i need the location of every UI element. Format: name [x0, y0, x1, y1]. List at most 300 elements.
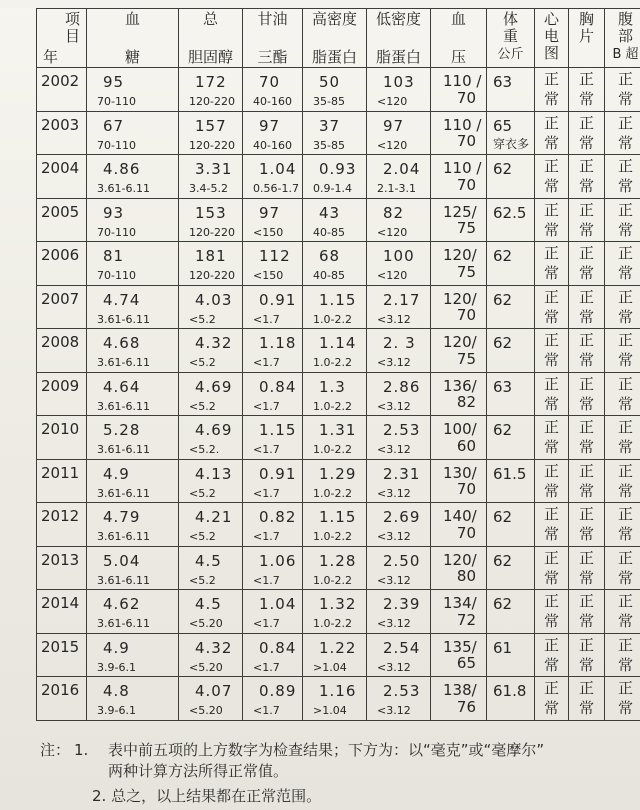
cholesterol-range: <5.2: [189, 356, 216, 369]
cholesterol-cell: [179, 633, 243, 677]
triglyceride-cell: [243, 677, 303, 721]
ecg-result-char2: 常: [543, 351, 559, 370]
chest-xray-result-char2: 常: [578, 220, 594, 239]
chest-xray-result-char2: 常: [578, 307, 594, 326]
chest-xray-result-char2: 常: [578, 481, 594, 500]
triglyceride-cell: [243, 633, 303, 677]
blood-sugar-value: 67: [103, 116, 125, 135]
cholesterol-value: 172: [195, 73, 227, 91]
blood-sugar-range: 3.9-6.1: [97, 660, 136, 674]
triglyceride-value: 0.89: [259, 682, 297, 700]
systolic-value: 120/: [443, 246, 477, 264]
hdl-range: 1.0-2.2: [313, 573, 352, 587]
ldl-value: 100: [383, 247, 415, 265]
ecg-result-char2: 常: [543, 699, 559, 718]
ldl-cell: [367, 416, 431, 460]
chest-xray-result-char1: 正: [578, 113, 594, 132]
weight-note: 穿衣多: [493, 136, 530, 151]
year-cell: 2011: [37, 459, 87, 503]
ldl-value: 2.17: [383, 290, 421, 309]
ldl-value: 2.39: [383, 595, 421, 613]
ecg-result-char2: 常: [543, 307, 559, 326]
chest-xray-result-char1: 正: [578, 200, 594, 219]
cholesterol-cell: [179, 546, 243, 590]
blood-sugar-range: 3.61-6.11: [97, 312, 150, 326]
blood-pressure-cell: [431, 198, 487, 242]
blood-sugar-cell: [87, 546, 179, 590]
blood-sugar-value: 4.86: [103, 160, 141, 178]
triglyceride-cell: [243, 416, 303, 460]
chest-xray-result-char1: 正: [578, 592, 594, 611]
abdominal-ultrasound-result-char1: 正: [617, 679, 633, 698]
abdominal-ultrasound-result-char1: 正: [617, 331, 633, 350]
ecg-cell: [535, 155, 569, 199]
cholesterol-value: 4.32: [195, 638, 233, 657]
table-row: [37, 111, 640, 155]
cholesterol-range: 120-220: [189, 225, 235, 239]
blood-pressure-cell: [431, 329, 487, 373]
ecg-result-char2: 常: [543, 177, 559, 196]
blood-sugar-range: 3.61-6.11: [97, 573, 150, 587]
blood-sugar-value: 4.62: [103, 595, 141, 613]
blood-sugar-value: 4.8: [103, 682, 130, 700]
abdominal-ultrasound-cell: [605, 198, 640, 242]
hdl-value: 1.31: [319, 421, 357, 439]
triglyceride-value: 0.82: [259, 508, 297, 526]
hdl-value: 43: [319, 203, 341, 222]
blood-pressure-cell: [431, 546, 487, 590]
cholesterol-range: <5.20: [189, 617, 223, 630]
blood-sugar-cell: [87, 416, 179, 460]
cholesterol-cell: [179, 242, 243, 286]
chest-xray-result-char2: 常: [578, 612, 594, 631]
diastolic-value: 70: [456, 175, 476, 194]
ldl-cell: [367, 68, 431, 112]
year-cell: 2005: [37, 198, 87, 242]
weight-cell: [487, 198, 535, 242]
blood-sugar-cell: [87, 503, 179, 547]
ldl-range: <120: [377, 95, 408, 108]
ecg-result-char1: 正: [543, 244, 559, 263]
blood-sugar-range: 70-110: [97, 95, 136, 108]
health-checkup-table: [36, 8, 640, 721]
ldl-value: 103: [383, 73, 415, 91]
ecg-result-char1: 正: [543, 113, 559, 132]
ecg-result-char1: 正: [543, 418, 559, 437]
abdominal-ultrasound-result-char1: 正: [617, 418, 633, 437]
triglyceride-range: <1.7: [253, 573, 280, 587]
ecg-result-char2: 常: [543, 133, 559, 152]
cholesterol-value: 3.31: [195, 160, 233, 178]
triglyceride-cell: [243, 285, 303, 329]
hdl-cell: [303, 111, 367, 155]
weight-value: 62: [493, 421, 513, 439]
table-row: [37, 677, 640, 721]
blood-sugar-range: 3.61-6.11: [97, 443, 150, 456]
footnotes: [40, 740, 630, 807]
abdominal-ultrasound-result-char2: 常: [617, 264, 633, 283]
weight-cell: [487, 111, 535, 155]
cholesterol-value: 4.07: [195, 682, 233, 700]
chest-xray-result-char1: 正: [578, 461, 594, 480]
blood-pressure-cell: [431, 459, 487, 503]
weight-value: 63: [493, 377, 513, 396]
ldl-value: 97: [383, 116, 405, 135]
weight-value: 61.8: [493, 682, 527, 700]
ecg-result-char1: 正: [543, 157, 559, 176]
ldl-value: 2.50: [383, 551, 421, 570]
blood-sugar-value: 4.9: [103, 464, 130, 483]
abdominal-ultrasound-result-char1: 正: [617, 548, 633, 567]
abdominal-ultrasound-result-char2: 常: [617, 655, 633, 674]
abdominal-ultrasound-cell: [605, 633, 640, 677]
hdl-range: 0.9-1.4: [313, 182, 352, 195]
triglyceride-cell: [243, 503, 303, 547]
ldl-value: 2.86: [383, 377, 421, 396]
ecg-result-char2: 常: [543, 438, 559, 457]
weight-cell: [487, 242, 535, 286]
weight-value: 62: [493, 160, 513, 178]
weight-cell: [487, 546, 535, 590]
cholesterol-value: 4.03: [195, 290, 233, 309]
hdl-value: 1.32: [319, 595, 357, 613]
ldl-value: 82: [383, 203, 405, 222]
cholesterol-cell: [179, 198, 243, 242]
diastolic-value: 60: [456, 436, 476, 455]
blood-sugar-range: 70-110: [97, 138, 136, 152]
ecg-result-char2: 常: [543, 525, 559, 544]
ldl-range: 2.1-3.1: [377, 182, 416, 195]
cholesterol-value: 153: [195, 203, 227, 222]
hdl-cell: [303, 329, 367, 373]
abdominal-ultrasound-result-char2: 常: [617, 394, 633, 413]
year-cell: 2006: [37, 242, 87, 286]
chest-xray-result-char1: 正: [578, 331, 594, 350]
table-row: [37, 459, 640, 503]
abdominal-ultrasound-cell: [605, 242, 640, 286]
ecg-result-char2: 常: [543, 612, 559, 631]
ecg-result-char1: 正: [543, 592, 559, 611]
cholesterol-value: 4.5: [195, 595, 222, 613]
abdominal-ultrasound-result-char1: 正: [617, 200, 633, 219]
systolic-value: 130/: [443, 463, 477, 482]
abdominal-ultrasound-cell: [605, 155, 640, 199]
ecg-cell: [535, 242, 569, 286]
blood-sugar-range: 70-110: [97, 269, 136, 282]
triglyceride-range: <1.7: [253, 530, 280, 543]
diastolic-value: 76: [456, 697, 476, 716]
hdl-range: 35-85: [313, 95, 345, 108]
abdominal-ultrasound-cell: [605, 546, 640, 590]
ldl-cell: [367, 155, 431, 199]
chest-xray-result-char1: 正: [578, 635, 594, 654]
systolic-value: 110 /: [443, 115, 482, 134]
abdominal-ultrasound-cell: [605, 677, 640, 721]
blood-sugar-cell: [87, 677, 179, 721]
chest-xray-result-char2: 常: [578, 264, 594, 283]
header-ldl: 低密度 脂蛋白: [367, 9, 431, 68]
blood-sugar-cell: [87, 459, 179, 503]
diastolic-value: 70: [456, 88, 476, 107]
diastolic-value: 72: [456, 610, 476, 629]
ldl-range: <3.12: [377, 530, 411, 543]
table-row: [37, 546, 640, 590]
triglyceride-value: 1.06: [259, 551, 297, 570]
weight-value: 62: [493, 551, 513, 570]
chest-xray-result-char1: 正: [578, 505, 594, 524]
hdl-cell: [303, 459, 367, 503]
ldl-range: <3.12: [377, 486, 411, 500]
blood-sugar-cell: [87, 372, 179, 416]
triglyceride-range: 40-160: [253, 95, 292, 108]
hdl-range: 1.0-2.2: [313, 617, 352, 630]
ecg-cell: [535, 590, 569, 634]
chest-xray-result-char1: 正: [578, 679, 594, 698]
ldl-range: <120: [377, 225, 408, 239]
triglyceride-value: 0.91: [259, 290, 297, 309]
weight-cell: [487, 372, 535, 416]
chest-xray-cell: [569, 242, 605, 286]
year-cell: 2015: [37, 633, 87, 677]
chest-xray-result-char2: 常: [578, 133, 594, 152]
weight-value: 62.5: [493, 203, 527, 222]
diastolic-value: 82: [456, 393, 476, 411]
systolic-value: 140/: [443, 507, 477, 525]
cholesterol-range: 3.4-5.2: [189, 182, 228, 195]
weight-cell: [487, 285, 535, 329]
systolic-value: 138/: [443, 681, 477, 699]
chest-xray-result-char1: 正: [578, 70, 594, 89]
chest-xray-result-char1: 正: [578, 418, 594, 437]
cholesterol-cell: [179, 503, 243, 547]
blood-sugar-cell: [87, 329, 179, 373]
cropped-title-strip: [0, 0, 640, 8]
hdl-range: 1.0-2.2: [313, 399, 352, 413]
blood-sugar-value: 4.68: [103, 334, 141, 352]
triglyceride-value: 1.04: [259, 160, 297, 178]
weight-value: 62: [493, 290, 513, 309]
hdl-value: 1.22: [319, 638, 357, 657]
abdominal-ultrasound-result-char1: 正: [617, 461, 633, 480]
cholesterol-cell: [179, 329, 243, 373]
year-cell: 2012: [37, 503, 87, 547]
chest-xray-result-char2: 常: [578, 699, 594, 718]
hdl-range: 1.0-2.2: [313, 443, 352, 456]
table-row: [37, 242, 640, 286]
ecg-cell: [535, 503, 569, 547]
header-chest-xray: 胸 片: [569, 9, 605, 68]
ecg-result-char1: 正: [543, 287, 559, 306]
blood-sugar-value: 93: [103, 203, 125, 222]
triglyceride-cell: [243, 198, 303, 242]
cholesterol-value: 157: [195, 116, 227, 135]
ecg-result-char1: 正: [543, 374, 559, 393]
ldl-range: <3.12: [377, 573, 411, 587]
table-row: [37, 155, 640, 199]
weight-cell: [487, 329, 535, 373]
cholesterol-value: 4.32: [195, 334, 233, 352]
table-row: [37, 633, 640, 677]
ecg-cell: [535, 633, 569, 677]
cholesterol-cell: [179, 111, 243, 155]
triglyceride-cell: [243, 372, 303, 416]
blood-pressure-cell: [431, 285, 487, 329]
hdl-value: 1.3: [319, 377, 346, 396]
triglyceride-range: <1.7: [253, 356, 280, 369]
ldl-cell: [367, 111, 431, 155]
abdominal-ultrasound-result-char1: 正: [617, 244, 633, 263]
systolic-value: 134/: [443, 594, 477, 612]
header-row: [37, 9, 640, 68]
triglyceride-value: 0.91: [259, 464, 297, 483]
cholesterol-range: 120-220: [189, 138, 235, 152]
year-cell: 2010: [37, 416, 87, 460]
abdominal-ultrasound-result-char2: 常: [617, 568, 633, 587]
weight-cell: [487, 155, 535, 199]
abdominal-ultrasound-result-char2: 常: [617, 525, 633, 544]
ldl-cell: [367, 242, 431, 286]
year-cell: 2009: [37, 372, 87, 416]
year-cell: 2002: [37, 68, 87, 112]
weight-cell: [487, 677, 535, 721]
ecg-result-char1: 正: [543, 70, 559, 89]
chest-xray-result-char1: 正: [578, 244, 594, 263]
ldl-value: 2.31: [383, 464, 421, 483]
hdl-cell: [303, 155, 367, 199]
cholesterol-cell: [179, 372, 243, 416]
triglyceride-value: 70: [259, 73, 281, 91]
ldl-cell: [367, 590, 431, 634]
hdl-cell: [303, 198, 367, 242]
cholesterol-cell: [179, 155, 243, 199]
abdominal-ultrasound-result-char1: 正: [617, 592, 633, 611]
abdominal-ultrasound-result-char2: 常: [617, 307, 633, 326]
cholesterol-value: 4.69: [195, 377, 233, 396]
blood-sugar-value: 4.64: [103, 377, 141, 396]
ecg-cell: [535, 677, 569, 721]
abdominal-ultrasound-result-char1: 正: [617, 157, 633, 176]
hdl-range: >1.04: [313, 660, 347, 674]
cholesterol-value: 4.5: [195, 551, 222, 570]
chest-xray-cell: [569, 416, 605, 460]
ecg-result-char1: 正: [543, 635, 559, 654]
ecg-cell: [535, 546, 569, 590]
ecg-result-char1: 正: [543, 505, 559, 524]
ldl-value: 2.54: [383, 638, 421, 657]
ecg-result-char1: 正: [543, 548, 559, 567]
abdominal-ultrasound-result-char2: 常: [617, 90, 633, 109]
chest-xray-result-char2: 常: [578, 351, 594, 370]
chest-xray-cell: [569, 633, 605, 677]
blood-sugar-cell: [87, 155, 179, 199]
blood-sugar-cell: [87, 285, 179, 329]
blood-sugar-cell: [87, 111, 179, 155]
hdl-value: 50: [319, 73, 341, 91]
footnote-label: 注：: [40, 741, 71, 759]
abdominal-ultrasound-cell: [605, 111, 640, 155]
abdominal-ultrasound-result-char1: 正: [617, 635, 633, 654]
chest-xray-result-char2: 常: [578, 177, 594, 196]
diastolic-value: 70: [456, 132, 476, 150]
ldl-cell: [367, 285, 431, 329]
hdl-cell: [303, 590, 367, 634]
header-blood-pressure: 血 压: [431, 9, 487, 68]
chest-xray-cell: [569, 155, 605, 199]
chest-xray-result-char2: 常: [578, 655, 594, 674]
ldl-value: 2. 3: [383, 334, 416, 352]
year-cell: 2014: [37, 590, 87, 634]
weight-value: 62: [493, 334, 513, 352]
systolic-value: 120/: [443, 289, 477, 308]
triglyceride-value: 1.18: [259, 334, 297, 352]
hdl-value: 1.14: [319, 334, 357, 352]
header-item-char1: 项: [64, 10, 80, 28]
ecg-result-char2: 常: [543, 481, 559, 500]
triglyceride-range: <150: [253, 269, 284, 282]
ecg-cell: [535, 285, 569, 329]
triglyceride-cell: [243, 111, 303, 155]
ldl-cell: [367, 503, 431, 547]
abdominal-ultrasound-cell: [605, 285, 640, 329]
abdominal-ultrasound-cell: [605, 329, 640, 373]
chest-xray-cell: [569, 285, 605, 329]
weight-value: 65: [493, 116, 513, 135]
abdominal-ultrasound-result-char1: 正: [617, 113, 633, 132]
blood-sugar-value: 5.04: [103, 551, 141, 570]
year-cell: 2004: [37, 155, 87, 199]
ldl-value: 2.53: [383, 421, 421, 439]
chest-xray-result-char2: 常: [578, 438, 594, 457]
blood-pressure-cell: [431, 590, 487, 634]
abdominal-ultrasound-result-char2: 常: [617, 351, 633, 370]
hdl-cell: [303, 633, 367, 677]
blood-pressure-cell: [431, 677, 487, 721]
chest-xray-result-char2: 常: [578, 568, 594, 587]
hdl-range: >1.04: [313, 704, 347, 717]
ecg-cell: [535, 416, 569, 460]
abdominal-ultrasound-cell: [605, 372, 640, 416]
abdominal-ultrasound-result-char2: 常: [617, 220, 633, 239]
weight-value: 63: [493, 73, 513, 91]
hdl-range: 1.0-2.2: [313, 486, 352, 500]
abdominal-ultrasound-cell: [605, 416, 640, 460]
blood-pressure-cell: [431, 416, 487, 460]
blood-sugar-range: 3.61-6.11: [97, 182, 150, 195]
footnote-1-line2: 两种计算方法所得正常值。: [108, 762, 289, 780]
triglyceride-range: <150: [253, 225, 284, 239]
header-item-char2: 目: [64, 27, 80, 45]
triglyceride-range: <1.7: [253, 704, 280, 717]
table-row: [37, 590, 640, 634]
table-row: [37, 329, 640, 373]
ecg-cell: [535, 459, 569, 503]
diastolic-value: 70: [456, 306, 476, 324]
ldl-cell: [367, 329, 431, 373]
blood-sugar-range: 3.61-6.11: [97, 530, 150, 543]
table-row: [37, 285, 640, 329]
ecg-result-char2: 常: [543, 655, 559, 674]
triglyceride-range: <1.7: [253, 660, 280, 674]
ecg-result-char2: 常: [543, 568, 559, 587]
year-cell: 2007: [37, 285, 87, 329]
cholesterol-value: 4.13: [195, 464, 233, 483]
blood-sugar-value: 4.79: [103, 508, 141, 526]
chest-xray-result-char2: 常: [578, 525, 594, 544]
chest-xray-cell: [569, 68, 605, 112]
chest-xray-cell: [569, 459, 605, 503]
systolic-value: 136/: [443, 376, 477, 395]
hdl-value: 37: [319, 116, 341, 135]
